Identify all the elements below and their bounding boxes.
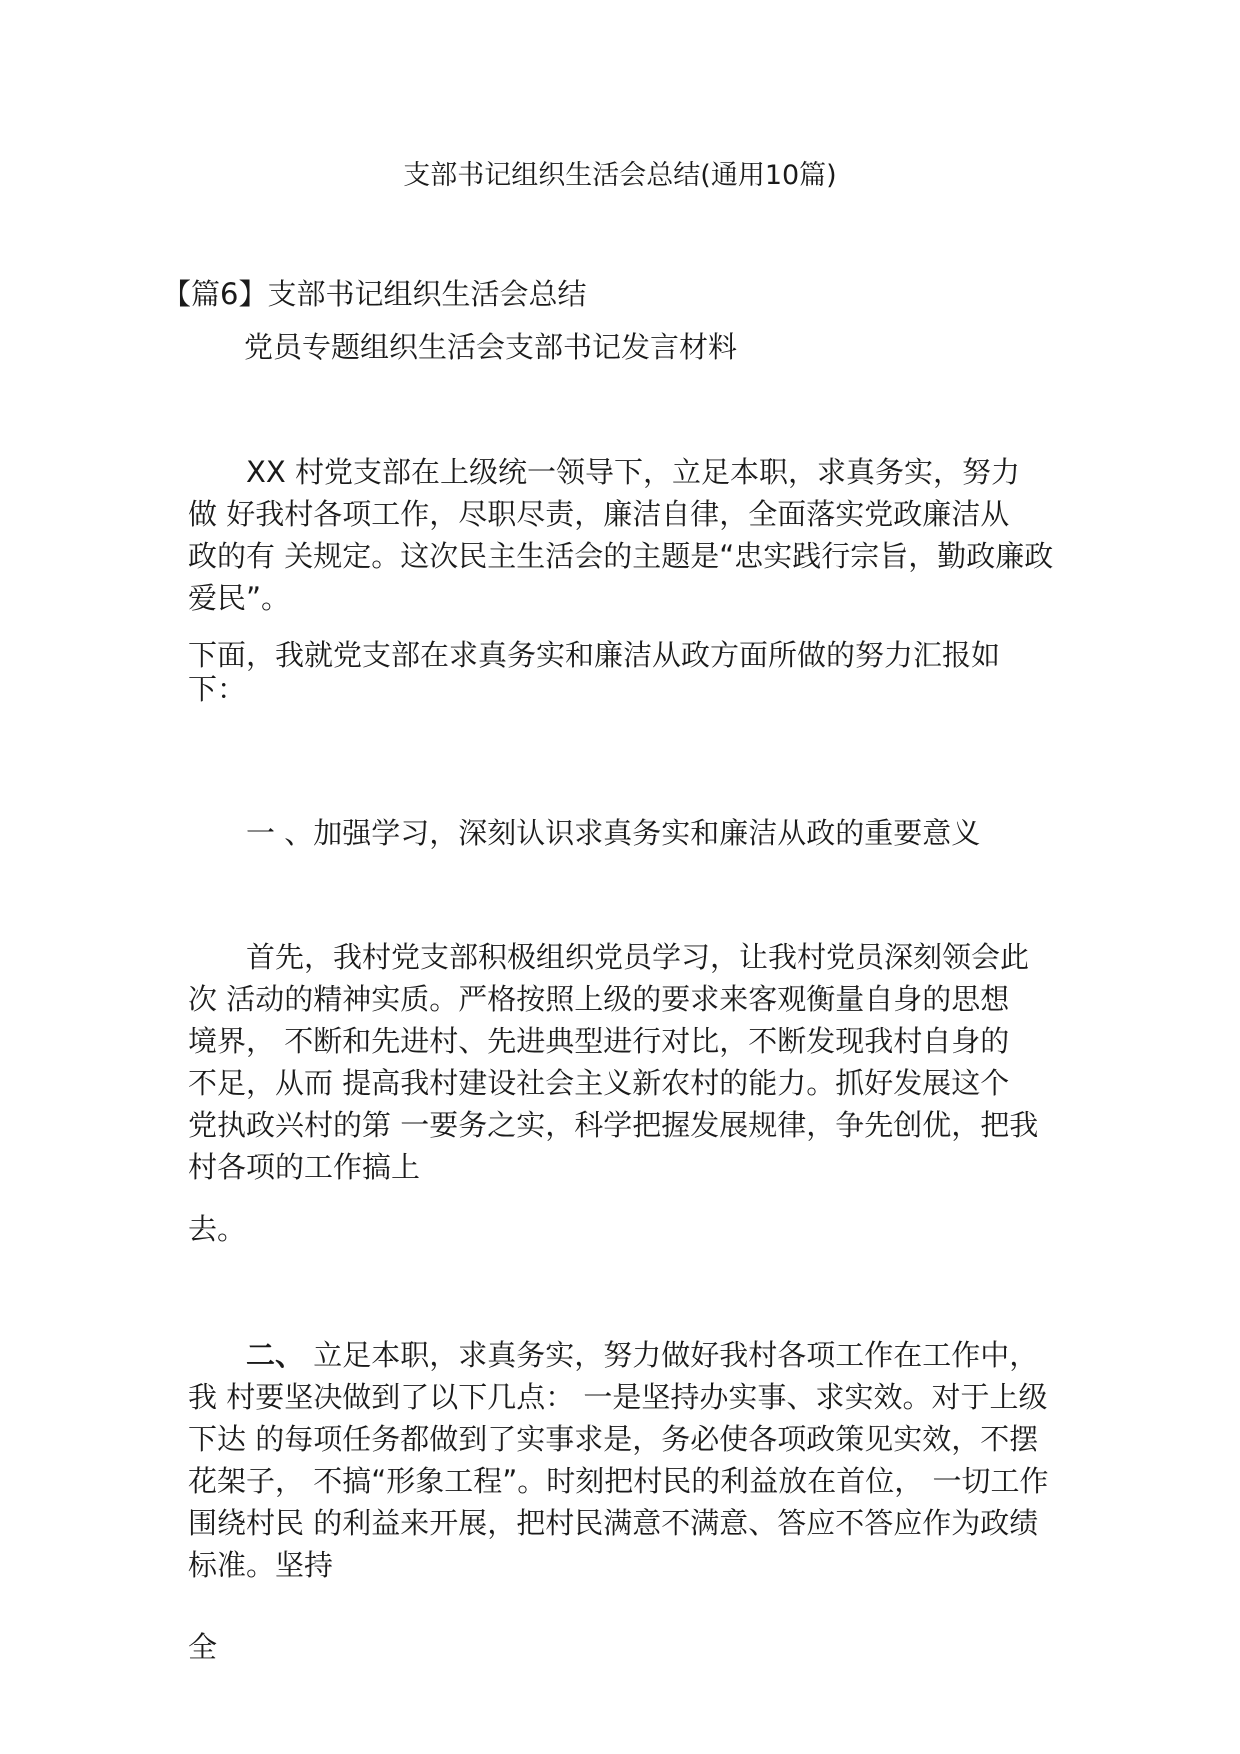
paragraph-tail — [188, 1626, 1060, 1668]
section-heading: 【篇6】支部书记组织生活会总结 — [162, 277, 587, 311]
text-line — [188, 812, 1060, 854]
section-number: 二、 — [246, 1338, 305, 1372]
text-line: 标准。坚持 — [188, 1548, 334, 1582]
heading-one — [188, 812, 1060, 854]
paragraph-report-lead — [188, 638, 1060, 706]
text-line — [188, 451, 1060, 493]
text-line: 下： — [188, 672, 247, 706]
text-line: 下面，我就党支部在求真务实和廉洁从政方面所做的努力汇报如 — [188, 638, 1001, 672]
text-line-content: 首先，我村党支部积极组织党员学习，让我村党员深刻领会此 — [246, 940, 1030, 974]
text-line: 政的有 关规定。这次民主生活会的主题是“忠实践行宗旨，勤政廉政 — [188, 539, 1054, 573]
text-line: 下达 的每项任务都做到了实事求是，务必使各项政策见实效，不摆 — [188, 1422, 1039, 1456]
text-line: 做 好我村各项工作，尽职尽责，廉洁自律，全面落实党政廉洁从 — [188, 497, 1010, 531]
text-line: 村各项的工作搞上 — [188, 1150, 421, 1184]
paragraph-study — [188, 936, 1060, 1188]
text-line: 爱民”。 — [188, 581, 291, 615]
text-line: 围绕村民 的利益来开展，把村民满意不满意、答应不答应作为政绩 — [188, 1506, 1039, 1540]
sub-heading: 党员专题组织生活会支部书记发言材料 — [244, 330, 738, 364]
text-line: 不足，从而 提高我村建设社会主义新农村的能力。抓好发展这个 — [188, 1066, 1010, 1100]
text-line: 去。 — [188, 1212, 247, 1246]
text-line: 境界， 不断和先进村、先进典型进行对比，不断发现我村自身的 — [188, 1024, 1010, 1058]
paragraph-intro — [188, 451, 1060, 619]
text-line: 党执政兴村的第 一要务之实，科学把握发展规律，争先创优，把我 — [188, 1108, 1039, 1142]
text-line-content: 一 、加强学习，深刻认识求真务实和廉洁从政的重要意义 — [246, 816, 981, 850]
text-line — [188, 936, 1060, 978]
text-line: 我 村要坚决做到了以下几点： 一是坚持办实事、求实效。对于上级 — [188, 1380, 1048, 1414]
text-line-content: XX 村党支部在上级统一领导下，立足本职，求真务实，努力 — [246, 455, 1020, 489]
text-line: 次 活动的精神实质。严格按照上级的要求来客观衡量自身的思想 — [188, 982, 1010, 1016]
document-title: 支部书记组织生活会总结(通用10篇) — [403, 160, 837, 191]
text-line-content: 立足本职，求真务实，努力做好我村各项工作在工作中， — [304, 1338, 1039, 1372]
paragraph-duties — [188, 1334, 1060, 1586]
text-line: 花架子， 不搞“形象工程”。时刻把村民的利益放在首位， 一切工作 — [188, 1464, 1049, 1498]
text-line: 全 — [188, 1630, 218, 1664]
text-line — [188, 1334, 1060, 1376]
paragraph-continuation — [188, 1208, 1060, 1250]
